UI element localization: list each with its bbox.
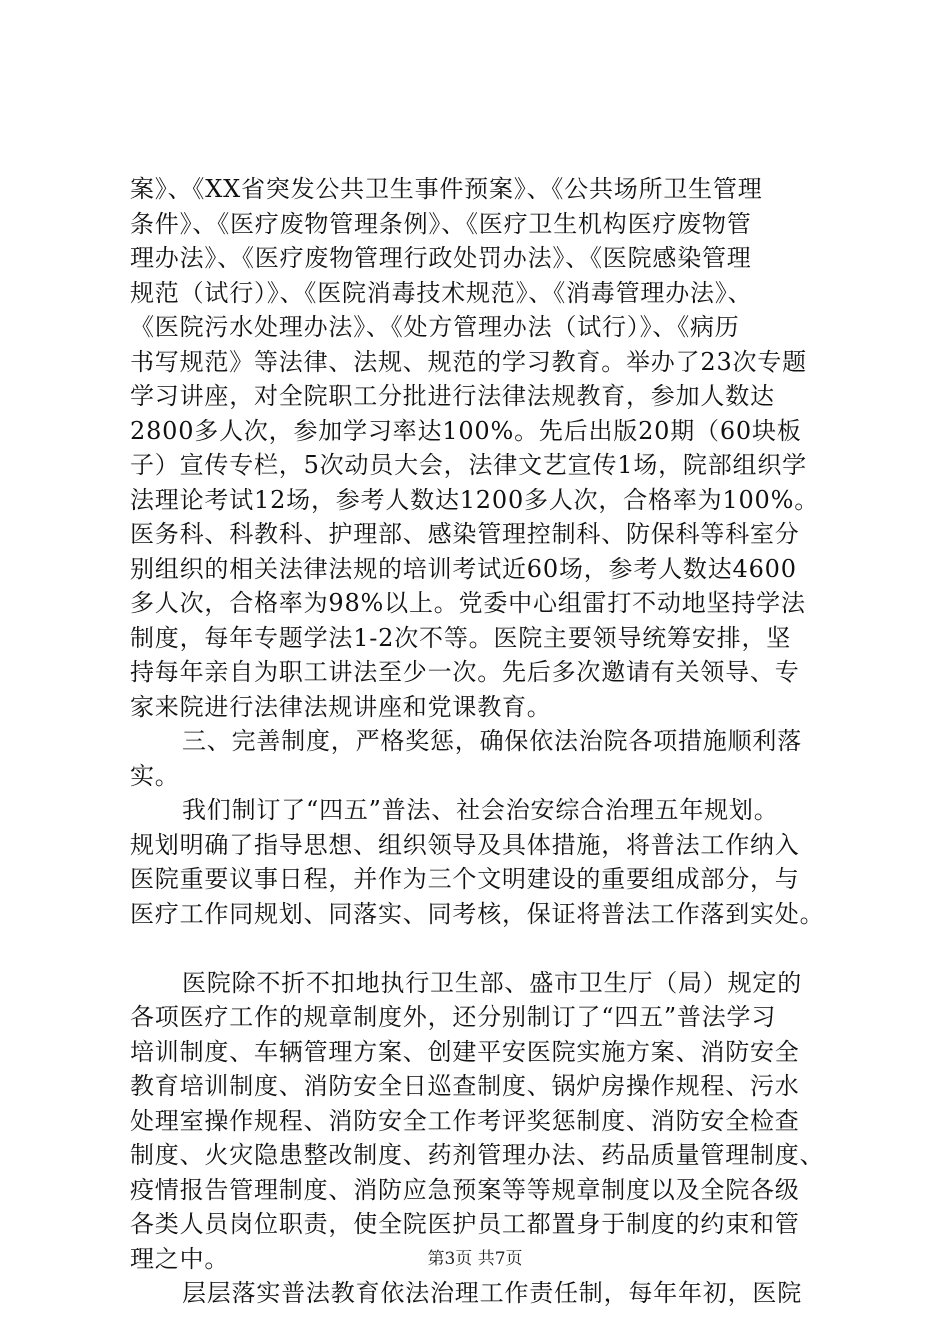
text-line: 规划明确了指导思想、组织领导及具体措施，将普法工作纳入 xyxy=(130,830,800,859)
text-line: 法理论考试12场，参考人数达1200多人次，合格率为100%。 xyxy=(130,485,820,514)
text-line: 学习讲座，对全院职工分批进行法律法规教育，参加人数达 xyxy=(130,382,775,410)
text-line: 理之中。 xyxy=(130,1244,230,1273)
text-line: 我们制订了“四五”普法、社会治安综合治理五年规划。 xyxy=(182,796,779,824)
text-line: 条件》、《医疗废物管理条例》、《医疗卫生机构医疗废物管 xyxy=(130,209,752,238)
text-line: 制度、火灾隐患整改制度、药剂管理办法、药品质量管理制度、 xyxy=(130,1141,825,1169)
text-line: 持每年亲自为职工讲法至少一次。先后多次邀请有关领导、专 xyxy=(130,658,800,686)
text-line: 处理室操作规程、消防安全工作考评奖惩制度、消防安全检查 xyxy=(130,1106,800,1135)
text-line: 各类人员岗位职责，使全院医护员工都置身于制度的约束和管 xyxy=(130,1210,800,1238)
text-line: 疫情报告管理制度、消防应急预案等等规章制度以及全院各级 xyxy=(130,1175,800,1204)
text-line: 医院重要议事日程，并作为三个文明建设的重要组成部分，与 xyxy=(130,865,800,893)
text-line: 层层落实普法教育依法治理工作责任制，每年年初，医院 xyxy=(182,1279,802,1307)
text-line: 各项医疗工作的规章制度外，还分别制订了“四五”普法学习 xyxy=(130,1003,777,1031)
text-line: 医疗工作同规划、同落实、同考核，保证将普法工作落到实处。 xyxy=(130,899,825,928)
text-line: 制度，每年专题学法1-2次不等。医院主要领导统筹安排，坚 xyxy=(130,623,792,652)
text-line: 案》、《XX省突发公共卫生事件预案》、《公共场所卫生管理 xyxy=(130,175,763,203)
text-line: 子）宣传专栏，5次动员大会，法律文艺宣传1场，院部组织学 xyxy=(130,451,807,479)
text-line: 理办法》、《医疗废物管理行政处罚办法》、《医院感染管理 xyxy=(130,244,752,272)
text-line: 《医院污水处理办法》、《处方管理办法（试行）》、《病历 xyxy=(130,313,740,341)
text-line: 多人次，合格率为98%以上。党委中心组雷打不动地坚持学法 xyxy=(130,589,806,617)
document-body xyxy=(130,172,842,1311)
text-line: 家来院进行法律法规讲座和党课教育。 xyxy=(130,692,552,721)
text-line: 教育培训制度、消防安全日巡查制度、锅炉房操作规程、污水 xyxy=(130,1072,800,1100)
text-line: 规范（试行）》、《医院消毒技术规范》、《消毒管理办法》、 xyxy=(130,278,753,307)
paragraph-gap xyxy=(130,931,842,966)
text-line: 培训制度、车辆管理方案、创建平安医院实施方案、消防安全 xyxy=(130,1037,800,1066)
text-line: 2800多人次，参加学习率达100%。先后出版20期（60块板 xyxy=(130,416,802,445)
text-line: 三、完善制度，严格奖惩，确保依法治院各项措施顺利落 xyxy=(182,727,802,755)
text-line: 实。 xyxy=(130,761,180,790)
text-line: 医务科、科教科、护理部、感染管理控制科、防保科等科室分 xyxy=(130,520,800,548)
text-line: 书写规范》等法律、法规、规范的学习教育。举办了23次专题 xyxy=(130,347,807,376)
text-line: 别组织的相关法律法规的培训考试近60场，参考人数达4600 xyxy=(130,554,797,583)
text-line: 医院除不折不扣地执行卫生部、盛市卫生厅（局）规定的 xyxy=(182,968,802,997)
page-footer: 第3页 共7页 xyxy=(427,1249,523,1269)
